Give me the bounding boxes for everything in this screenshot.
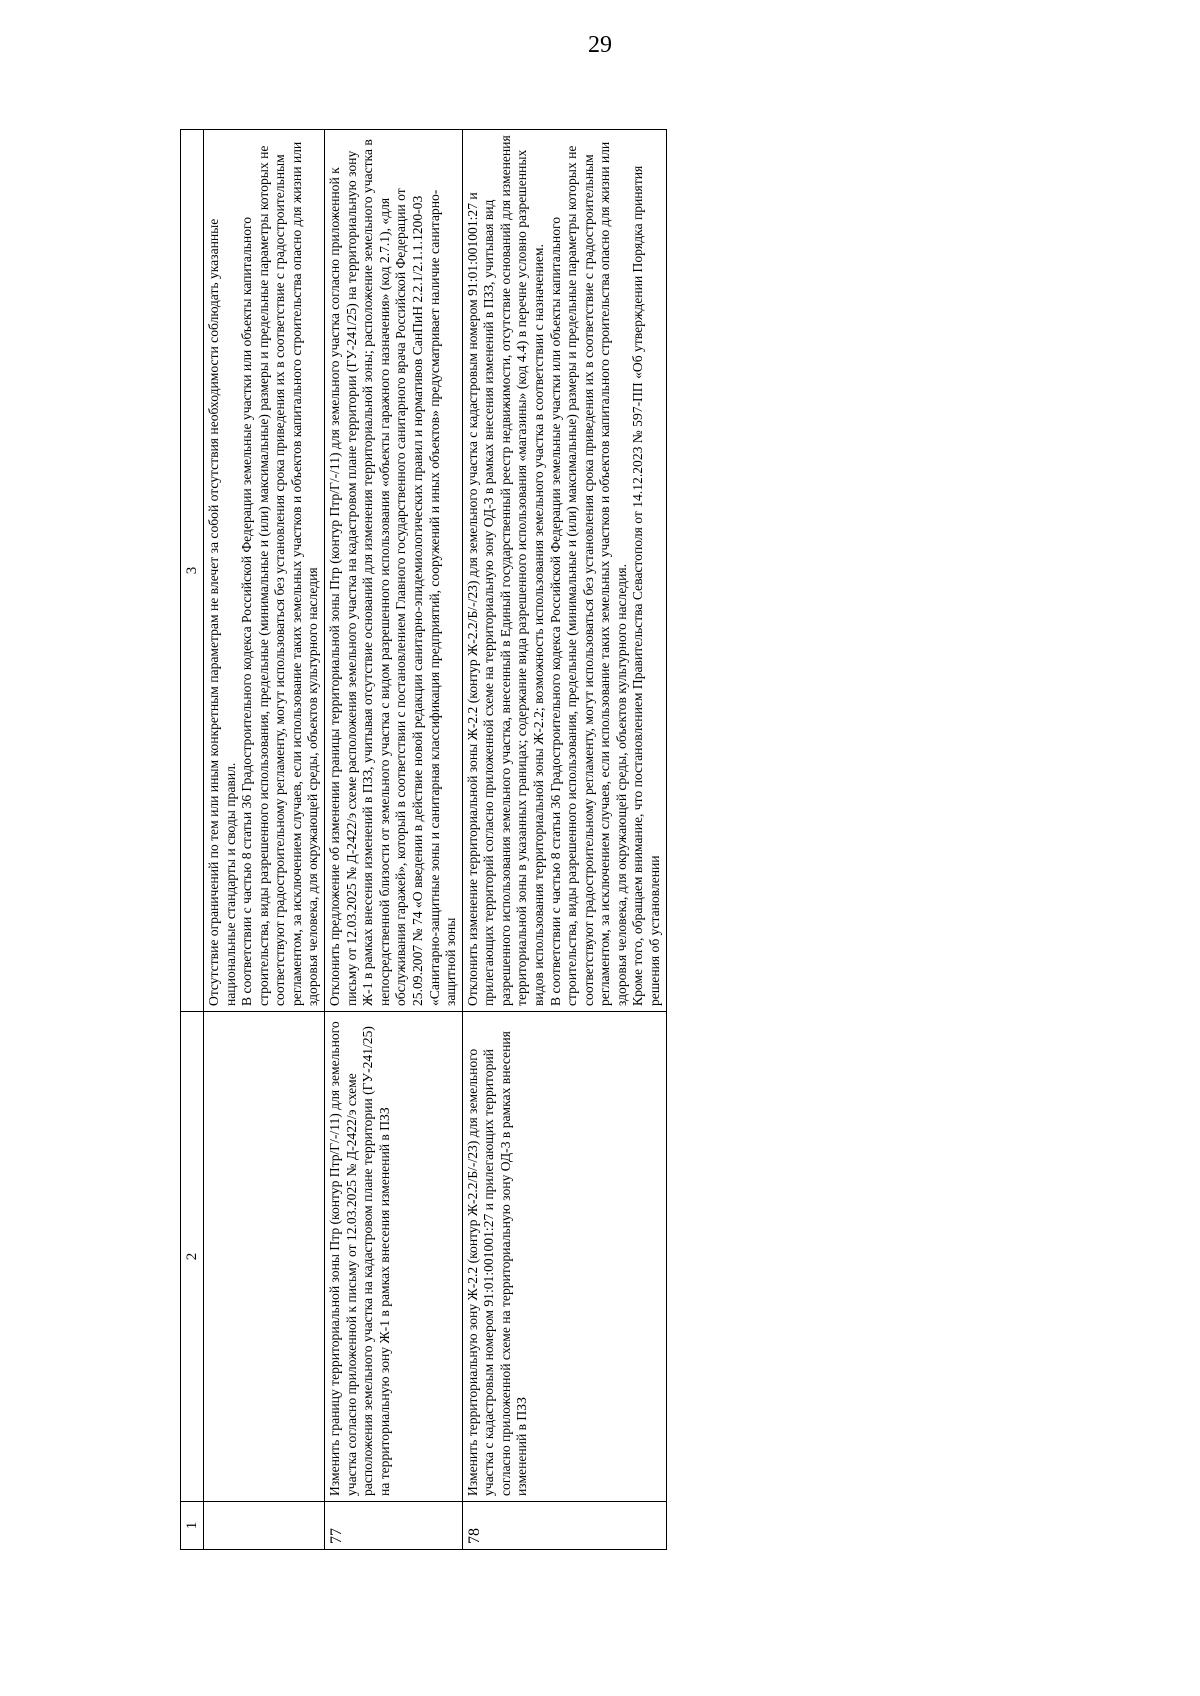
- proposal-cell: [204, 1012, 325, 1502]
- row-number-cell: 78: [462, 1502, 666, 1550]
- proposal-cell: Изменить границу территориальной зоны Птр (контур Птр/Г/-/11) для земельного участка согласно приложенной к письму от 12.03.2025 № Д-2422/э схеме расположения земельного участка на кадастровом плане территории (ГУ-241/25) на территориальную зону Ж-1 в рамках внесения изменений в ПЗЗ: [325, 1012, 463, 1502]
- decision-paragraph: В соответствии с частью 8 статьи 36 Градостроительного кодекса Российской Федерации земельные участки или объекты капитального строительства, виды разрешенного использования, предельные (минимальные и (или) максимальные) размеры и предельные параметры которых не соответствуют градостроительному регламенту, могут использоваться без установления срока приведения их в соответствие с градостроительным регламентом, за исключением случаев, если использование таких земельных участков и объектов капитального строительства опасно для жизни или здоровья человека, для окружающей среды, объектов культурного наследия: [239, 141, 321, 1006]
- decision-paragraph: Кроме того, обращаем внимание, что постановлением Правительства Севастополя от 14.12.2023 № 597-ПП «Об утверждении Порядка принятия решения об установлении: [630, 165, 663, 1006]
- table-row-77: [325, 130, 463, 1550]
- decision-paragraph: Отклонить изменение территориальной зоны Ж-2.2 (контур Ж-2.2/Б/-/23) для земельного участка с кадастровым номером 91:01:001001:27 и прилегающих территорий согласно приложенной схеме на территориальную зону ОД-3 в рамках внесения изменений в ПЗЗ, учитывая вид разрешенного использования земельного участка, внесенный в Единый государственный реестр недвижимости, отсутствие оснований для изменения территориальной зоны в указанных границах; содержание вида разрешенного использования «магазины» (код 4.4) в перечне условно разрешенных видов использования территориальной зоны Ж-2.2; возможность использования земельного участка в соответствии с назначением.: [464, 135, 546, 1006]
- column-header-3: 3: [181, 130, 204, 1012]
- decision-cell: [204, 130, 325, 1012]
- table-row-continuation: [204, 130, 325, 1550]
- decision-paragraph: Отсутствие ограничений по тем или иным конкретным параметрам не влечет за собой отсутствия необходимости соблюдать указанные национальные стандарты и своды правил.: [206, 218, 238, 1006]
- column-header-1: 1: [181, 1502, 204, 1550]
- rotated-table-frame: [180, 130, 1082, 1550]
- column-header-2: 2: [181, 1012, 204, 1502]
- page-number: 29: [588, 32, 612, 58]
- decision-paragraph: В соответствии с частью 8 статьи 36 Градостроительного кодекса Российской Федерации земельные участки или объекты капитального строительства, виды разрешенного использования, предельные (минимальные и (или) максимальные) размеры и предельные параметры которых не соответствуют градостроительному регламенту, могут использоваться без установления срока приведения их в соответствие с градостроительным регламентом, за исключением случаев, если использование таких земельных участков и объектов капитального строительства опасно для жизни или здоровья человека, для окружающей среды, объектов культурного наследия.: [547, 141, 629, 1006]
- table-header-row: [181, 130, 204, 1550]
- row-number-cell: 77: [325, 1502, 463, 1550]
- decision-cell: [462, 130, 666, 1012]
- decision-cell: [325, 130, 463, 1012]
- decisions-table: [180, 129, 667, 1550]
- proposal-cell: Изменить территориальную зону Ж-2.2 (контур Ж-2.2/Б/-/23) для земельного участка с кадастровым номером 91:01:001001:27 и прилегающих территорий согласно приложенной схеме на территориальную зону ОД-3 в рамках внесения изменений в ПЗЗ: [462, 1012, 666, 1502]
- row-number-cell: [204, 1502, 325, 1550]
- decision-paragraph: Отклонить предложение об изменении границы территориальной зоны Птр (контур Птр/Г/-/11) для земельного участка согласно приложенной к письму от 12.03.2025 № Д-2422/э схеме расположения земельного участка на кадастровом плане территории (ГУ-241/25) на территориальную зону Ж-1 в рамках внесения изменений в ПЗЗ, учитывая отсутствие оснований для изменения территориальной зоны; расположение земельного участка в непосредственной близости от земельного участка с видом разрешенного использования «объекты гаражного назначения» (код 2.7.1), «для обслуживания гаражей», который в соответствии с постановлением Главного государственного санитарного врача Российской Федерации от 25.09.2007 № 74 «О введении в действие новой редакции санитарно-эпидемиологических правил и нормативов СанПиН 2.2.1/2.1.1.1200-03 «Санитарно-защитные зоны и санитарная классификация предприятий, сооружений и иных объектов» предусматривает наличие санитарно-защитной зоны: [327, 139, 459, 1006]
- table-row-78: [462, 130, 666, 1550]
